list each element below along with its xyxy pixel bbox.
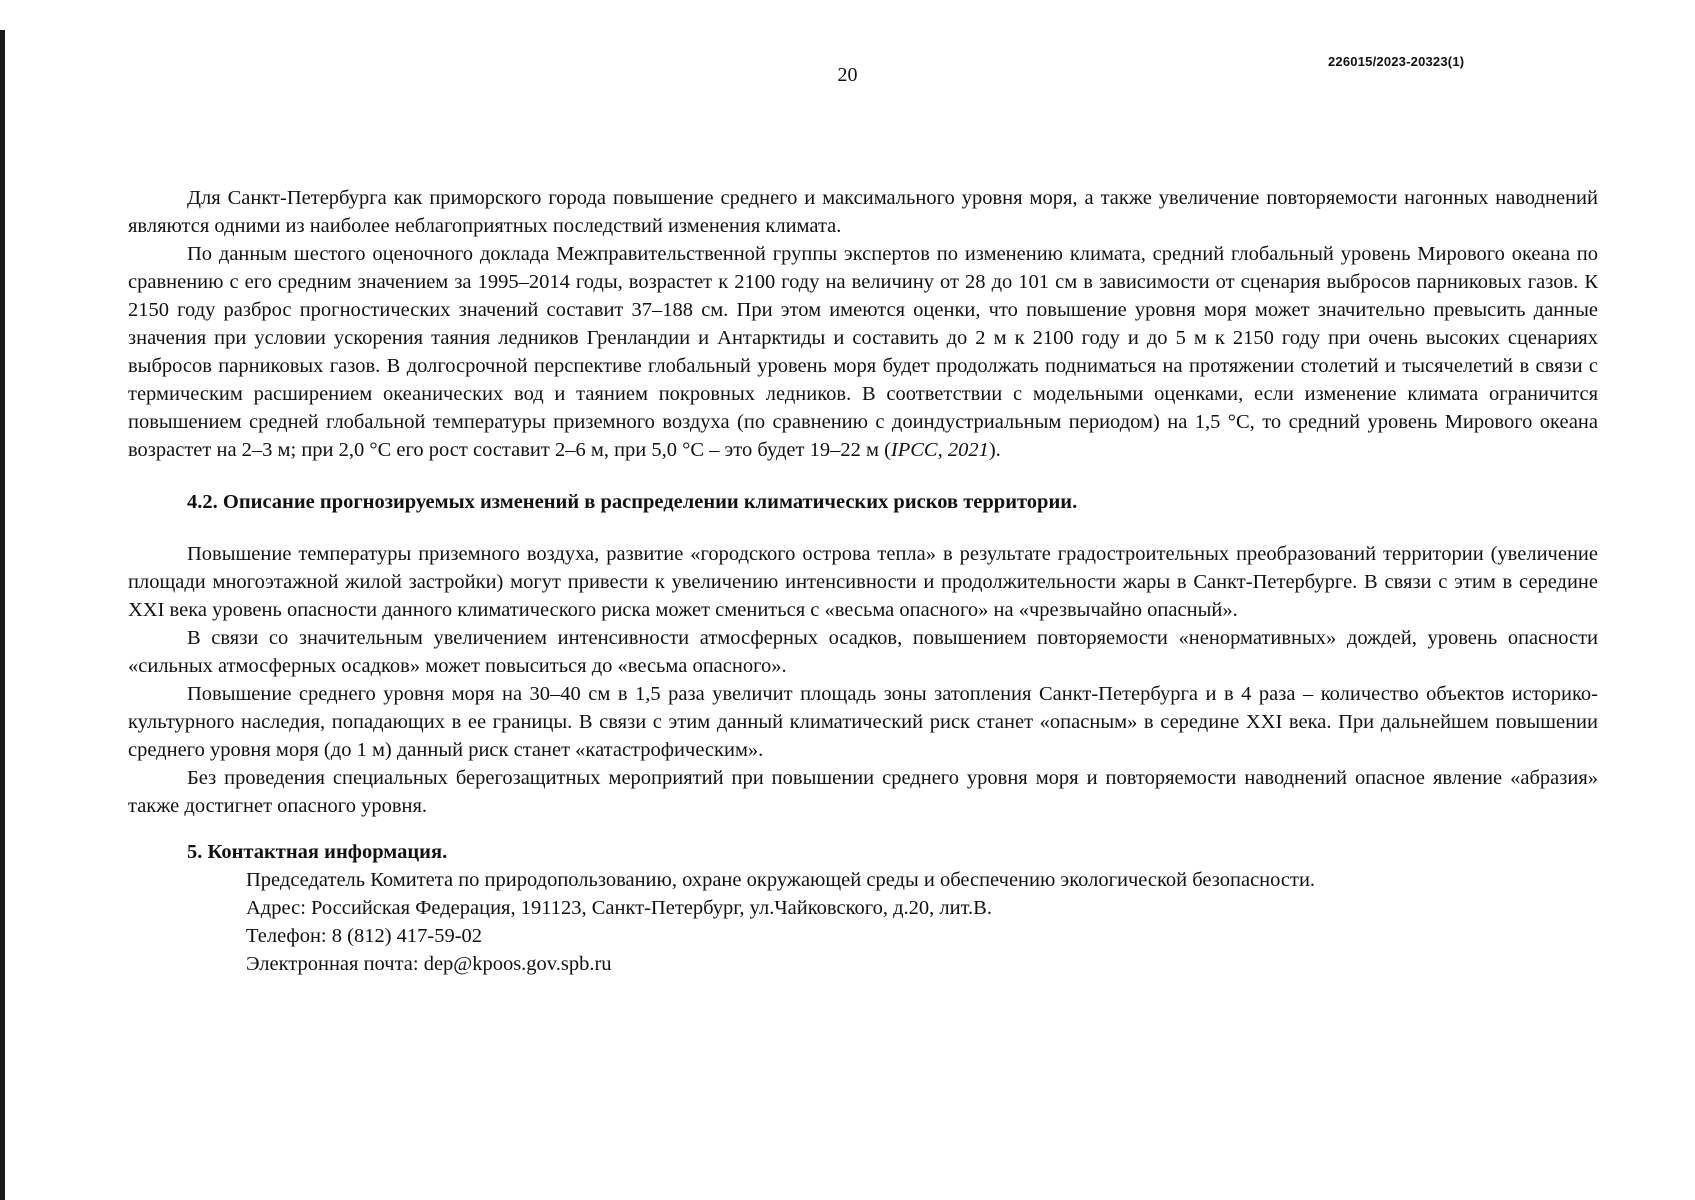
- section-4-2-paragraph-2: В связи со значительным увеличением интенсивности атмосферных осадков, повышением повторяемости «ненормативных» дождей, уровень опасности «сильных атмосферных осадков» может повыситься до «весьма опасного».: [128, 627, 1598, 677]
- section-5-heading: 5. Контактная информация.: [187, 841, 448, 863]
- section-4-2-heading: 4.2. Описание прогнозируемых изменений в распределении климатических рисков территории.: [187, 491, 1078, 513]
- citation-open: (: [884, 439, 891, 461]
- contact-address: Адрес: Российская Федерация, 191123, Санкт-Петербург, ул.Чайковского, д.20, лит.В.: [246, 897, 992, 919]
- contact-email: Электронная почта: dep@kpoos.gov.spb.ru: [246, 953, 612, 975]
- intro-paragraph-2: [128, 240, 1598, 464]
- scan-edge-bar: [0, 30, 5, 1200]
- section-4-2-paragraph-4: Без проведения специальных берегозащитных мероприятий при повышении среднего уровня моря и повторяемости наводнений опасное явление «абразия» также достигнет опасного уровня.: [128, 767, 1598, 817]
- intro-paragraph-2-text: По данным шестого оценочного доклада Межправительственной группы экспертов по изменению климата, средний глобальный уровень Мирового океана по сравнению с его средним значением за 1995–2014 годы, возрастет к 2100 году на величину от 28 до 101 см в зависимости от сценария выбросов парниковых газов. К 2150 году разброс прогностических значений составит 37–188 см. При этом имеются оценки, что повышение уровня моря может значительно превысить данные значения при условии ускорения таяния ледников Гренландии и Антарктиды и составить до 2 м к 2100 году и до 5 м к 2150 году при очень высоких сценариях выбросов парниковых газов. В долгосрочной перспективе глобальный уровень моря будет продолжать подниматься на протяжении столетий и тысячелетий в связи с термическим расширением океанических вод и таянием покровных ледников. В соответствии с модельными оценками, если изменение климата ограничится повышением средней глобальной температуры приземного воздуха (по сравнению с доиндустриальным периодом) на 1,5 °С, то средний уровень Мирового океана возрастет на 2–3 м; при 2,0 °С его рост составит 2–6 м, при 5,0 °С – это будет 19–22 м: [128, 243, 1598, 461]
- section-4-2-paragraph-1: Повышение температуры приземного воздуха, развитие «городского острова тепла» в результате градостроительных преобразований территории (увеличение площади многоэтажной жилой застройки) могут привести к увеличению интенсивности и продолжительности жары в Санкт-Петербурге. В связи с этим в середине XXI века уровень опасности данного климатического риска может смениться с «весьма опасного» на «чрезвычайно опасный».: [128, 543, 1598, 621]
- contact-chair: Председатель Комитета по природопользованию, охране окружающей среды и обеспечению экологической безопасности.: [246, 869, 1316, 891]
- citation-close: ).: [988, 439, 1001, 461]
- document-code: 226015/2023-20323(1): [1328, 54, 1465, 69]
- intro-paragraph-1: Для Санкт-Петербурга как приморского города повышение среднего и максимального уровня моря, а также увеличение повторяемости нагонных наводнений являются одними из наиболее неблагоприятных последствий изменения климата.: [128, 187, 1598, 237]
- page-number: 20: [837, 64, 858, 86]
- contact-phone: Телефон: 8 (812) 417-59-02: [246, 925, 483, 947]
- contacts-section: [128, 838, 1598, 978]
- document-body: [128, 184, 1598, 978]
- section-4-2-paragraph-3: Повышение среднего уровня моря на 30–40 см в 1,5 раза увеличит площадь зоны затопления Санкт-Петербурга и в 4 раза – количество объектов историко-культурного наследия, попадающих в ее границы. В связи с этим данный климатический риск станет «опасным» в середине XXI века. При дальнейшем повышении среднего уровня моря (до 1 м) данный риск станет «катастрофическим».: [128, 683, 1598, 761]
- citation-ref: IPCC, 2021: [890, 439, 989, 461]
